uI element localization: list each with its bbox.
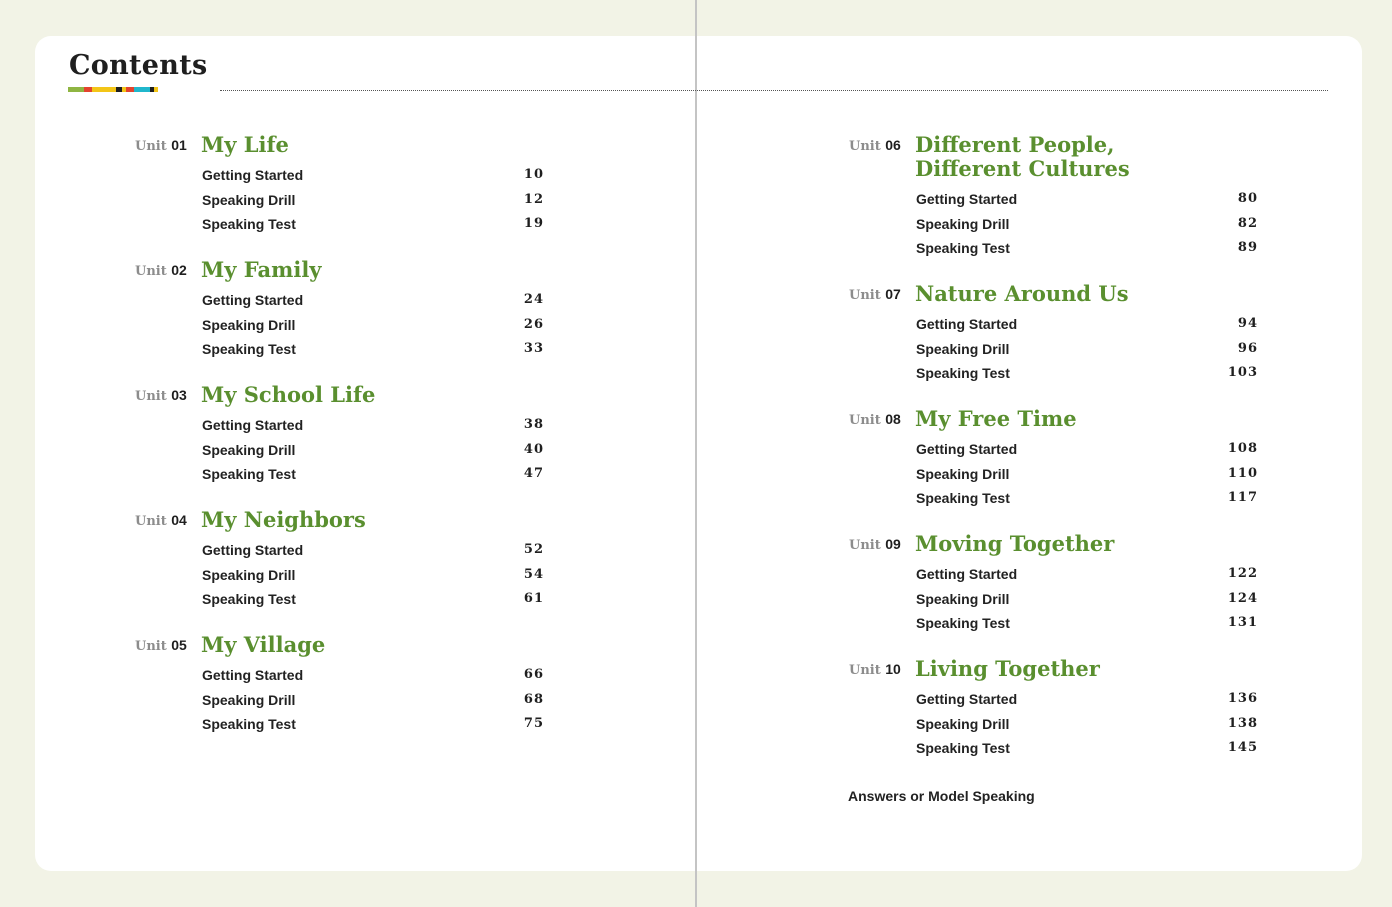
section-label: Getting Started — [916, 566, 1018, 582]
section-row[interactable] — [202, 466, 544, 491]
section-row[interactable] — [916, 740, 1258, 765]
unit-number: 05 — [171, 637, 187, 653]
stripe-segment — [68, 87, 84, 92]
unit-title[interactable] — [201, 633, 325, 657]
section-page-number: 75 — [523, 716, 544, 731]
unit-label — [849, 661, 901, 678]
unit-title-line: My Village — [201, 632, 326, 657]
section-row[interactable] — [202, 341, 544, 366]
unit-word: Unit — [849, 139, 886, 154]
section-page-number: 68 — [523, 691, 544, 707]
unit-word: Unit — [135, 639, 172, 654]
unit-title[interactable] — [915, 282, 1129, 306]
section-page-number: 47 — [523, 466, 544, 481]
unit-word: Unit — [135, 139, 172, 154]
section-label: Getting Started — [916, 316, 1018, 332]
unit-number: 04 — [171, 512, 187, 528]
section-label: Getting Started — [202, 167, 304, 183]
section-page-number: 10 — [523, 167, 544, 182]
unit-title-line: Living Together — [915, 656, 1100, 681]
section-page-number: 108 — [1227, 441, 1258, 456]
section-row[interactable] — [916, 566, 1258, 591]
unit-word: Unit — [849, 413, 886, 428]
section-label: Speaking Drill — [916, 340, 1010, 357]
section-row[interactable] — [916, 216, 1258, 241]
section-row[interactable] — [916, 191, 1258, 216]
unit-title[interactable] — [915, 532, 1114, 556]
unit-title-line: Different People, — [915, 132, 1115, 157]
unit-number: 06 — [885, 137, 901, 153]
unit-number: 02 — [171, 262, 187, 278]
stripe-segment — [154, 87, 158, 92]
section-page-number: 136 — [1227, 691, 1258, 706]
section-label: Speaking Test — [916, 240, 1010, 256]
section-page-number: 24 — [523, 292, 544, 307]
unit-title[interactable] — [201, 508, 366, 532]
section-row[interactable] — [202, 716, 544, 741]
section-row[interactable] — [202, 317, 544, 342]
unit-sections — [916, 441, 1258, 515]
page-title: Contents — [69, 50, 208, 81]
unit-number: 09 — [885, 536, 901, 552]
section-row[interactable] — [202, 692, 544, 717]
section-page-number: 124 — [1227, 590, 1258, 606]
stripe-segment — [134, 87, 150, 92]
section-row[interactable] — [916, 591, 1258, 616]
dotted-rule — [220, 90, 1328, 91]
section-label: Speaking Test — [202, 591, 296, 607]
section-page-number: 19 — [523, 216, 544, 231]
section-row[interactable] — [916, 716, 1258, 741]
section-page-number: 110 — [1227, 465, 1258, 481]
section-label: Speaking Drill — [202, 191, 296, 208]
section-page-number: 89 — [1237, 240, 1258, 255]
unit-word: Unit — [135, 264, 172, 279]
section-label: Speaking Test — [916, 365, 1010, 381]
section-row[interactable] — [916, 490, 1258, 515]
unit-label — [849, 137, 901, 154]
unit-word: Unit — [849, 538, 886, 553]
section-row[interactable] — [202, 167, 544, 192]
section-page-number: 80 — [1237, 191, 1258, 206]
section-page-number: 145 — [1227, 740, 1258, 755]
unit-number: 10 — [885, 661, 901, 677]
section-label: Getting Started — [916, 691, 1018, 707]
section-label: Speaking Drill — [916, 590, 1010, 607]
section-label: Speaking Test — [202, 216, 296, 232]
unit-label — [135, 262, 187, 279]
section-label: Speaking Test — [916, 490, 1010, 506]
unit-label — [135, 137, 187, 154]
section-page-number: 12 — [523, 191, 544, 207]
unit-label — [135, 637, 187, 654]
section-row[interactable] — [916, 316, 1258, 341]
section-page-number: 52 — [523, 542, 544, 557]
section-label: Speaking Test — [916, 740, 1010, 756]
unit-title[interactable] — [915, 407, 1077, 431]
section-label: Speaking Drill — [916, 715, 1010, 732]
section-row[interactable] — [202, 417, 544, 442]
unit-number: 03 — [171, 387, 187, 403]
section-page-number: 131 — [1227, 615, 1258, 630]
unit-sections — [202, 167, 544, 241]
section-page-number: 138 — [1227, 715, 1258, 731]
unit-sections — [202, 667, 544, 741]
section-label: Speaking Test — [916, 615, 1010, 631]
section-label: Speaking Test — [202, 716, 296, 732]
section-label: Speaking Test — [202, 466, 296, 482]
section-row[interactable] — [202, 542, 544, 567]
section-label: Speaking Drill — [916, 465, 1010, 482]
section-page-number: 103 — [1227, 365, 1258, 380]
unit-title[interactable] — [201, 258, 322, 282]
unit-word: Unit — [135, 389, 172, 404]
section-page-number: 54 — [523, 566, 544, 582]
unit-sections — [916, 566, 1258, 640]
section-page-number: 61 — [523, 591, 544, 606]
answers-entry[interactable]: Answers or Model Speaking — [848, 788, 1035, 804]
section-page-number: 94 — [1237, 316, 1258, 331]
section-label: Getting Started — [916, 191, 1018, 207]
section-row[interactable] — [202, 192, 544, 217]
unit-sections — [916, 191, 1258, 265]
section-page-number: 40 — [523, 441, 544, 457]
unit-label — [135, 387, 187, 404]
section-label: Getting Started — [202, 292, 304, 308]
section-row[interactable] — [916, 341, 1258, 366]
unit-sections — [202, 292, 544, 366]
unit-number: 01 — [171, 137, 187, 153]
unit-word: Unit — [849, 288, 886, 303]
unit-number: 08 — [885, 411, 901, 427]
unit-title-line: Different Cultures — [915, 156, 1130, 181]
section-label: Speaking Drill — [202, 316, 296, 333]
section-label: Speaking Drill — [202, 441, 296, 458]
stripe-segment — [92, 87, 116, 92]
section-page-number: 26 — [523, 316, 544, 332]
section-page-number: 38 — [523, 417, 544, 432]
section-label: Speaking Drill — [202, 566, 296, 583]
unit-title[interactable] — [915, 657, 1100, 681]
unit-word: Unit — [849, 663, 886, 678]
unit-title-line: My Neighbors — [201, 507, 366, 532]
unit-sections — [202, 542, 544, 616]
section-label: Speaking Test — [202, 341, 296, 357]
section-row[interactable] — [916, 441, 1258, 466]
title-color-stripe — [68, 87, 219, 92]
section-label: Getting Started — [202, 667, 304, 683]
section-page-number: 122 — [1227, 566, 1258, 581]
stripe-segment — [126, 87, 134, 92]
unit-title[interactable] — [201, 133, 289, 157]
section-row[interactable] — [202, 292, 544, 317]
unit-label — [849, 536, 901, 553]
unit-sections — [202, 417, 544, 491]
unit-label — [135, 512, 187, 529]
section-row[interactable] — [202, 567, 544, 592]
unit-word: Unit — [135, 514, 172, 529]
unit-title[interactable] — [915, 133, 1130, 181]
unit-number: 07 — [885, 286, 901, 302]
section-label: Getting Started — [202, 417, 304, 433]
unit-label — [849, 411, 901, 428]
section-row[interactable] — [916, 691, 1258, 716]
unit-sections — [916, 691, 1258, 765]
section-page-number: 66 — [523, 667, 544, 682]
section-row[interactable] — [202, 591, 544, 616]
section-row[interactable] — [916, 615, 1258, 640]
unit-title-line: My School Life — [201, 382, 376, 407]
section-row[interactable] — [916, 466, 1258, 491]
stripe-segment — [84, 87, 92, 92]
unit-title-line: My Free Time — [915, 406, 1077, 431]
unit-title[interactable] — [201, 383, 375, 407]
section-row[interactable] — [202, 216, 544, 241]
section-page-number: 96 — [1237, 340, 1258, 356]
section-page-number: 117 — [1227, 490, 1258, 505]
section-row[interactable] — [916, 240, 1258, 265]
section-row[interactable] — [202, 667, 544, 692]
section-label: Speaking Drill — [916, 215, 1010, 232]
unit-title-line: Nature Around Us — [915, 281, 1129, 306]
section-row[interactable] — [202, 442, 544, 467]
section-label: Speaking Drill — [202, 691, 296, 708]
book-spine — [695, 0, 697, 907]
section-label: Getting Started — [916, 441, 1018, 457]
section-page-number: 82 — [1237, 215, 1258, 231]
section-row[interactable] — [916, 365, 1258, 390]
unit-label — [849, 286, 901, 303]
unit-title-line: My Life — [201, 132, 289, 157]
unit-sections — [916, 316, 1258, 390]
unit-title-line: My Family — [201, 257, 322, 282]
section-page-number: 33 — [523, 341, 544, 356]
section-label: Getting Started — [202, 542, 304, 558]
unit-title-line: Moving Together — [915, 531, 1115, 556]
